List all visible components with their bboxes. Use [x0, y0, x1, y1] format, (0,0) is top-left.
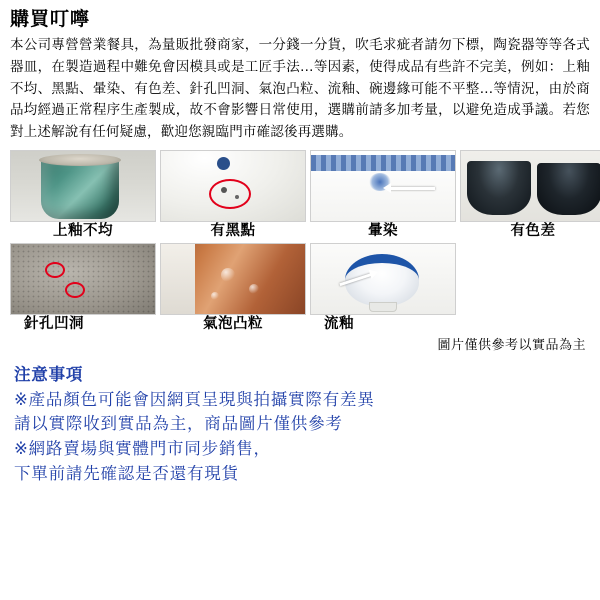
gallery-caption: 氣泡凸粒 — [203, 316, 263, 333]
gallery-caption: 暈染 — [368, 223, 398, 240]
gallery-spacer — [460, 243, 590, 336]
notice-line: 請以實際收到實品為主，商品圖片僅供參考 — [14, 414, 343, 434]
gallery-caption: 針孔凹洞 — [24, 316, 84, 333]
page-title: 購買叮嚀 — [10, 8, 91, 30]
gallery-item-glaze-uneven — [10, 150, 156, 243]
reference-note: 圖片僅供參考以實品為主 — [437, 337, 586, 353]
red-circle-marker — [65, 282, 85, 298]
black-dot-photo — [160, 150, 306, 222]
notice-block — [14, 363, 588, 487]
bubble-bump-photo — [160, 243, 306, 315]
gallery-item-black-dot — [160, 150, 306, 243]
red-circle-marker — [209, 179, 251, 209]
color-difference-photo — [460, 150, 600, 222]
defect-gallery — [10, 150, 590, 353]
pinhole-photo — [10, 243, 156, 315]
gallery-row-1 — [10, 150, 590, 243]
gallery-item-pinhole — [10, 243, 156, 336]
blur-stain-photo — [310, 150, 456, 222]
notice-line: ※網路賣場與實體門市同步銷售， — [14, 439, 271, 459]
gallery-caption: 上釉不均 — [53, 223, 113, 240]
running-glaze-photo — [310, 243, 456, 315]
notice-heading: 注意事項 — [14, 364, 84, 384]
gallery-caption: 流釉 — [324, 316, 354, 333]
pointer-arrow-icon — [389, 187, 435, 190]
gallery-item-blur-stain — [310, 150, 456, 243]
glaze-uneven-photo — [10, 150, 156, 222]
gallery-item-bubble-bump — [160, 243, 306, 336]
gallery-caption: 有色差 — [510, 223, 556, 240]
gallery-row-2 — [10, 243, 590, 336]
gallery-item-running-glaze — [310, 243, 456, 336]
red-circle-marker — [45, 262, 65, 278]
notice-line: ※產品顏色可能會因網頁呈現與拍攝實際有差異 — [14, 389, 375, 409]
gallery-item-color-difference — [460, 150, 600, 243]
intro-paragraph: 本公司專營營業餐具，為量販批發商家，一分錢一分貨，吹毛求疵者請勿下標，陶瓷器等等各式器皿，在製造過程中難免會因模具或是工匠手法…等因素，使得成品有些許不完美，例如：上釉不均、黑點、暈染、有色差、針孔凹洞、氣泡凸粒、流釉、碗邊緣可能不平整…等情況，由於商品均經過正常程序生產製成，故不會影響日常使用，選購前請多加考量，以避免造成爭議。若您對上述解說有任何疑慮，歡迎您親臨門市確認後再選購。 — [10, 36, 590, 141]
gallery-caption: 有黑點 — [210, 223, 256, 240]
notice-line: 下單前請先確認是否還有現貨 — [14, 463, 239, 483]
